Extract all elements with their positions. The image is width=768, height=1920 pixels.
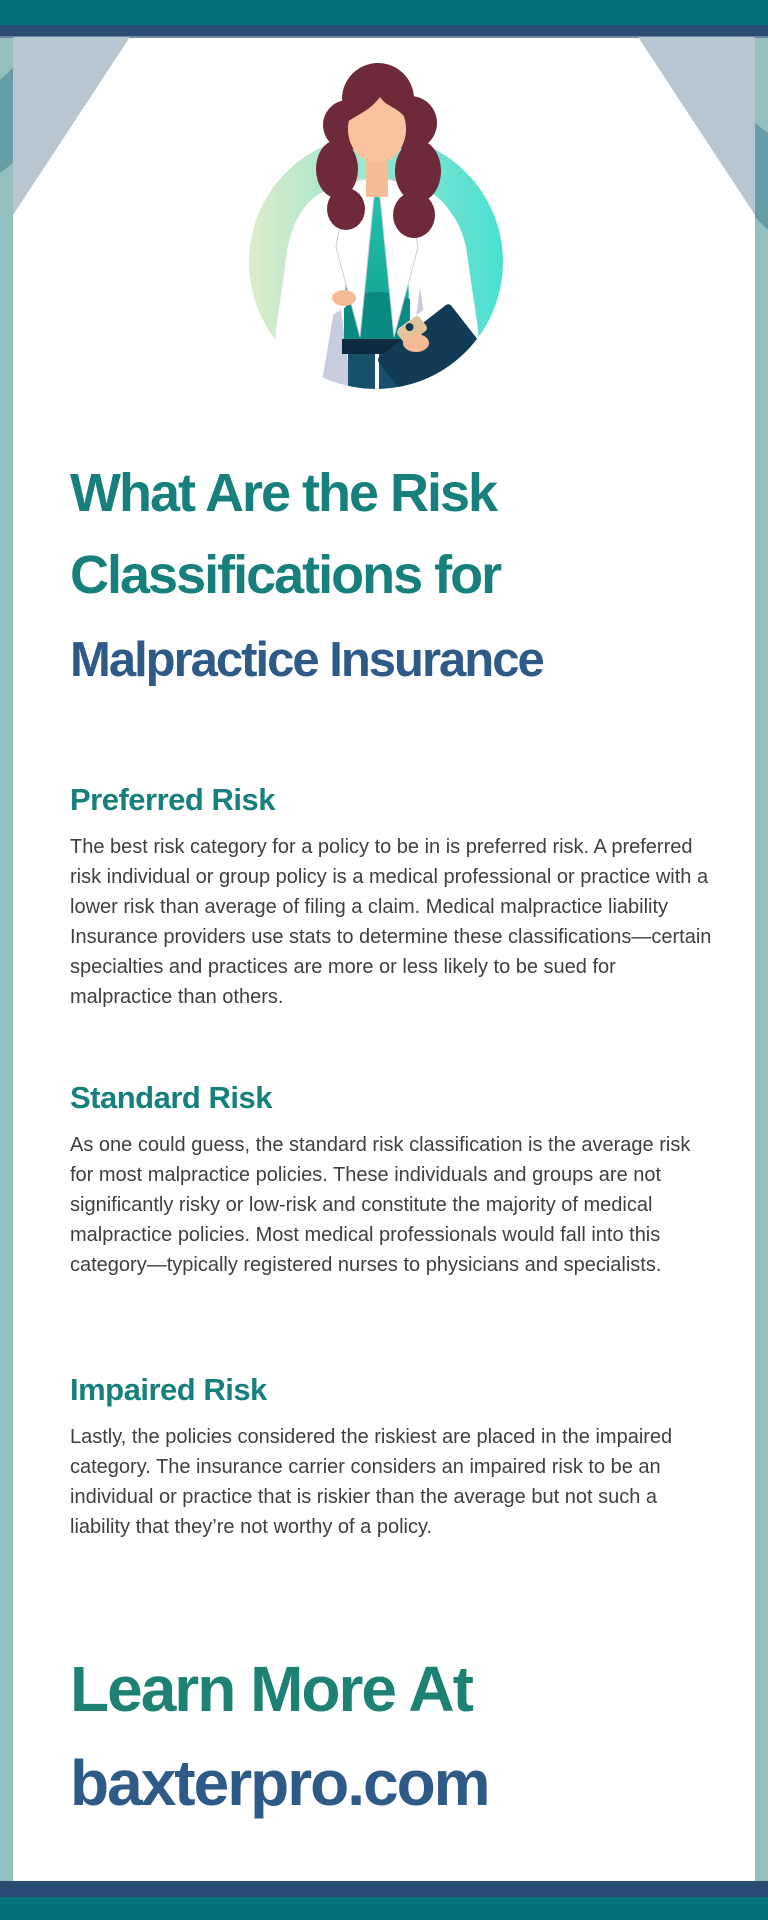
section-preferred-risk: [70, 782, 715, 1012]
footer-learn-more-text: Learn More At: [70, 1653, 472, 1725]
standard-risk-body: As one could guess, the standard risk classification is the average risk for most malpractice policies. These individuals and groups are not significantly risky or low-risk and constitute the majority of medical malpractice policies. Most medical professionals would fall into this category—typically registered nurses to physicians and specialists.: [70, 1134, 691, 1276]
standard-risk-heading: Standard Risk: [70, 1080, 272, 1115]
section-standard-risk: [70, 1080, 715, 1280]
section-impaired-risk: [70, 1372, 715, 1542]
title-line-1: What Are the Risk: [70, 463, 497, 523]
title-line-2: Classifications for: [70, 545, 501, 605]
page-title: [70, 452, 710, 704]
impaired-risk-heading: Impaired Risk: [70, 1372, 267, 1407]
impaired-risk-body: Lastly, the policies considered the riskiest are placed in the impaired category. The insurance carrier considers an impaired risk to be an individual or practice that is riskier than the average but not such a liability that they’re not worthy of a policy.: [70, 1426, 673, 1538]
doctor-illustration: [0, 37, 768, 437]
footer-cta: [70, 1642, 710, 1830]
title-line-3: Malpractice Insurance: [70, 633, 543, 687]
top-teal-bar: [0, 0, 768, 25]
footer-website-link[interactable]: baxterpro.com: [70, 1747, 489, 1819]
bottom-navy-bar: [0, 1881, 768, 1897]
preferred-risk-heading: Preferred Risk: [70, 782, 275, 817]
preferred-risk-body: The best risk category for a policy to be in is preferred risk. A preferred risk individual or group policy is a medical professional or practice with a lower risk than average of filing a claim. Medical malpractice liability Insurance providers use stats to determine these classifications—certain specialties and practices are more or less likely to be sued for malpractice than others.: [70, 836, 712, 1008]
bottom-teal-bar: [0, 1897, 768, 1920]
